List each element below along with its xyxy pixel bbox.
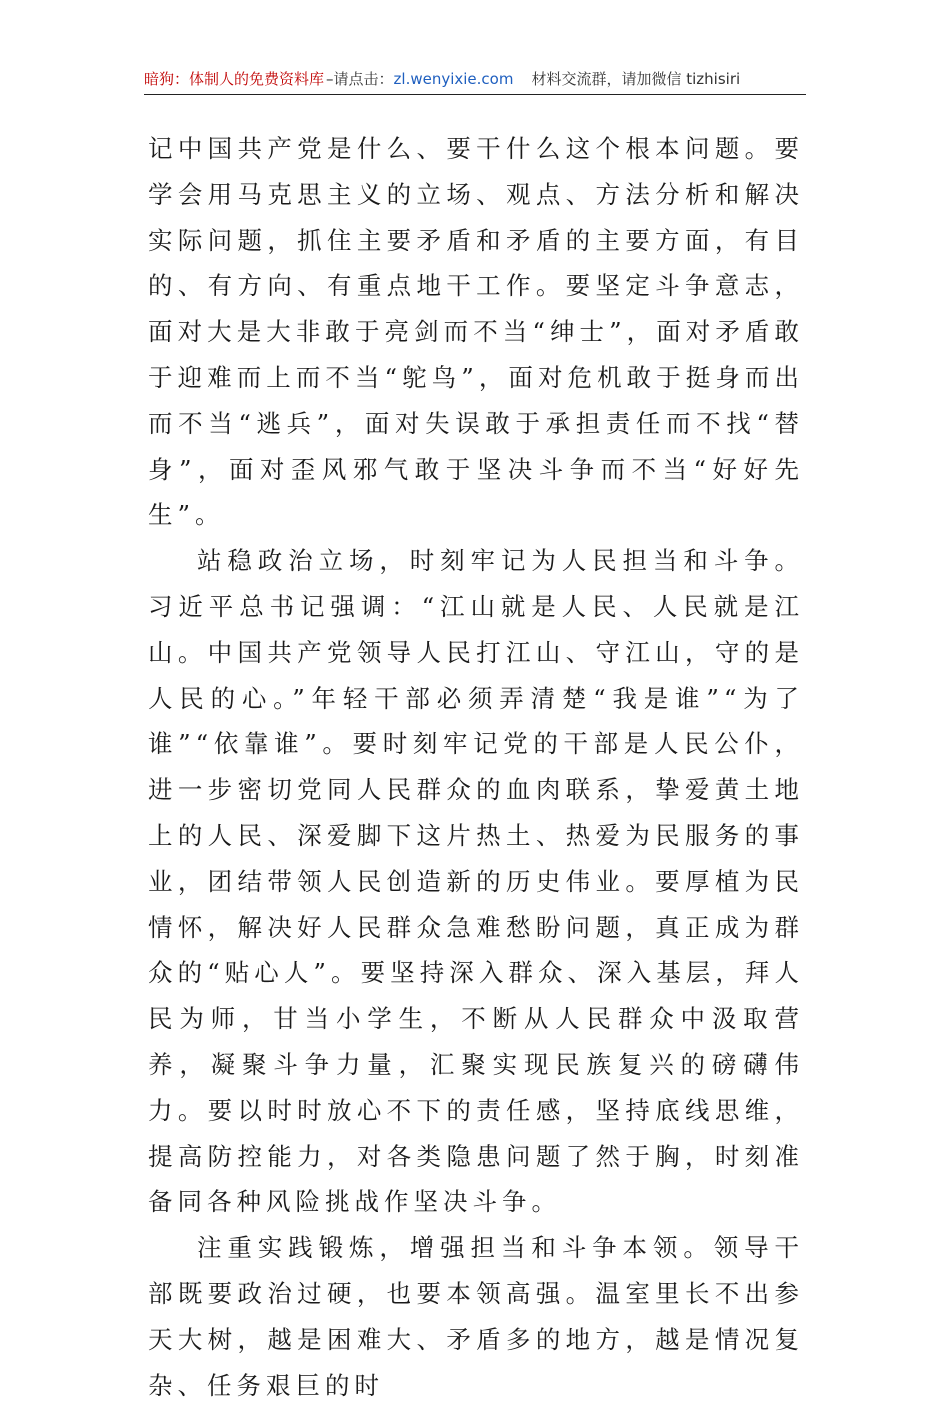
paragraph-1: 记中国共产党是什么、要干什么这个根本问题。要学会用马克思主义的立场、观点、方法分析和解决实际问题，抓住主要矛盾和矛盾的主要方面，有目的、有方向、有重点地干工作。要坚定斗争意志，面对大是大非敢于亮剑而不当“绅士”，面对矛盾敢于迎难而上而不当“鸵鸟”，面对危机敢于挺身而出而不当“逃兵”，面对失误敢于承担责任而不找“替身”，面对歪风邪气敢于坚决斗争而不当“好好先生”。 (148, 134, 804, 530)
header-url-link[interactable]: zl.wenyixie.com (393, 70, 514, 88)
header-group-info: 材料交流群，请加微信 tizhisiri (531, 70, 741, 88)
header-click-label: –请点击： (326, 70, 394, 88)
paragraph-3: 注重实践锻炼，增强担当和斗争本领。领导干部既要政治过硬，也要本领高强。温室里长不出参天大树，越是困难大、矛盾多的地方，越是情况复杂、任务艰巨的时 (148, 1233, 804, 1400)
paragraph-2: 站稳政治立场，时刻牢记为人民担当和斗争。习近平总书记强调：“江山就是人民、人民就是江山。中国共产党领导人民打江山、守江山，守的是人民的心。”年轻干部必须弄清楚“我是谁”“为了谁”“依靠谁”。要时刻牢记党的干部是人民公仆，进一步密切党同人民群众的血肉联系，挚爱黄土地上的人民、深爱脚下这片热土、热爱为民服务的事业，团结带领人民创造新的历史伟业。要厚植为民情怀，解决好人民群众急难愁盼问题，真正成为群众的“贴心人”。要坚持深入群众、深入基层，拜人民为师，甘当小学生，不断从人民群众中汲取营养，凝聚斗争力量，汇聚实现民族复兴的磅礴伟力。要以时时放心不下的责任感，坚持底线思维，提高防控能力，对各类隐患问题了然于胸，时刻准备同各种风险挑战作坚决斗争。 (148, 546, 804, 1217)
header-brand: 暗狗：体制人的免费资料库 (144, 70, 325, 88)
document-body (148, 126, 804, 1408)
document-header (144, 64, 806, 95)
